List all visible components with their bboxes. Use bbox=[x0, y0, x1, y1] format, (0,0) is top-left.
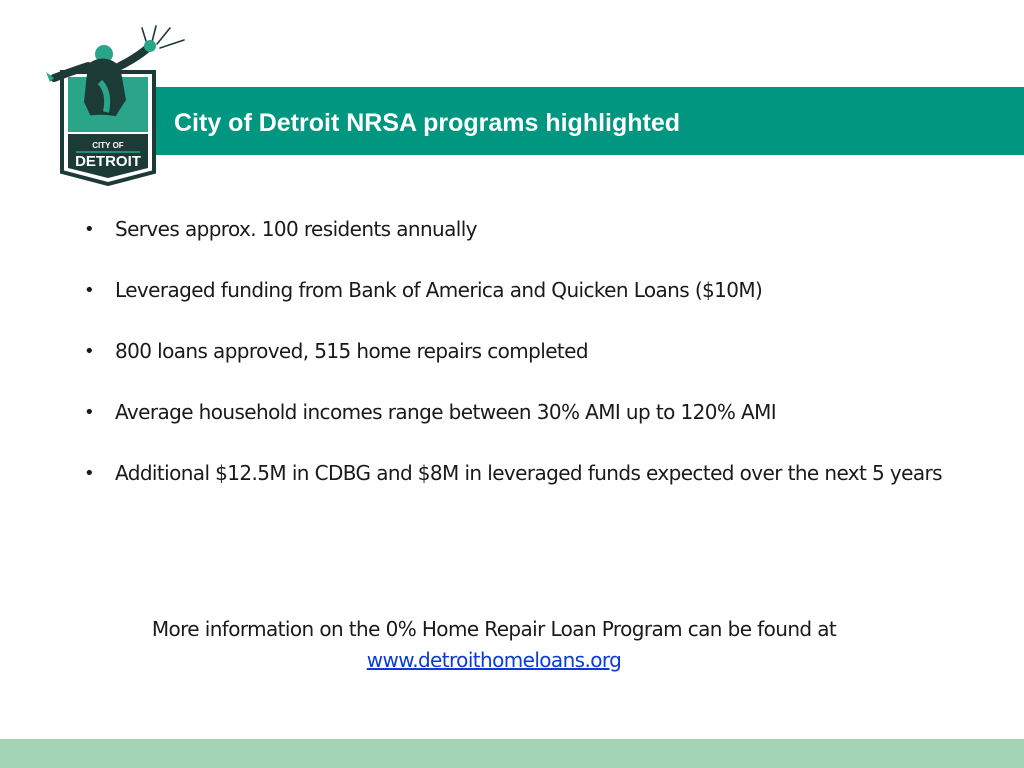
list-item bbox=[84, 397, 964, 428]
bullet-text: 800 loans approved, 515 home repairs completed bbox=[115, 339, 588, 363]
bullet-text: Serves approx. 100 residents annually bbox=[115, 217, 477, 241]
more-info-paragraph bbox=[100, 614, 888, 676]
home-loans-link[interactable]: www.detroithomeloans.org bbox=[366, 648, 622, 672]
city-of-detroit-logo bbox=[44, 22, 190, 186]
bullet-text: Leveraged funding from Bank of America and Quicken Loans ($10M) bbox=[115, 278, 763, 302]
logo-text-top: CITY OF bbox=[92, 141, 124, 150]
bullet-icon: • bbox=[84, 341, 95, 362]
logo-text-bottom: DETROIT bbox=[75, 153, 141, 170]
list-item bbox=[84, 214, 964, 245]
bullet-icon: • bbox=[84, 280, 95, 301]
more-info-text: More information on the 0% Home Repair Loan Program can be found at bbox=[151, 617, 837, 641]
footer-bar bbox=[0, 739, 1024, 768]
bullet-icon: • bbox=[84, 463, 95, 484]
title-bar bbox=[148, 87, 1024, 155]
slide-title: City of Detroit NRSA programs highlighted bbox=[174, 109, 681, 137]
bullet-icon: • bbox=[84, 219, 95, 240]
list-item bbox=[84, 458, 964, 489]
bullet-text: Average household incomes range between 30% AMI up to 120% AMI bbox=[115, 400, 777, 424]
list-item bbox=[84, 275, 964, 306]
list-item bbox=[84, 336, 964, 367]
bullet-icon: • bbox=[84, 402, 95, 423]
bullet-list bbox=[84, 214, 964, 519]
bullet-text: Additional $12.5M in CDBG and $8M in leveraged funds expected over the next 5 years bbox=[115, 461, 942, 485]
